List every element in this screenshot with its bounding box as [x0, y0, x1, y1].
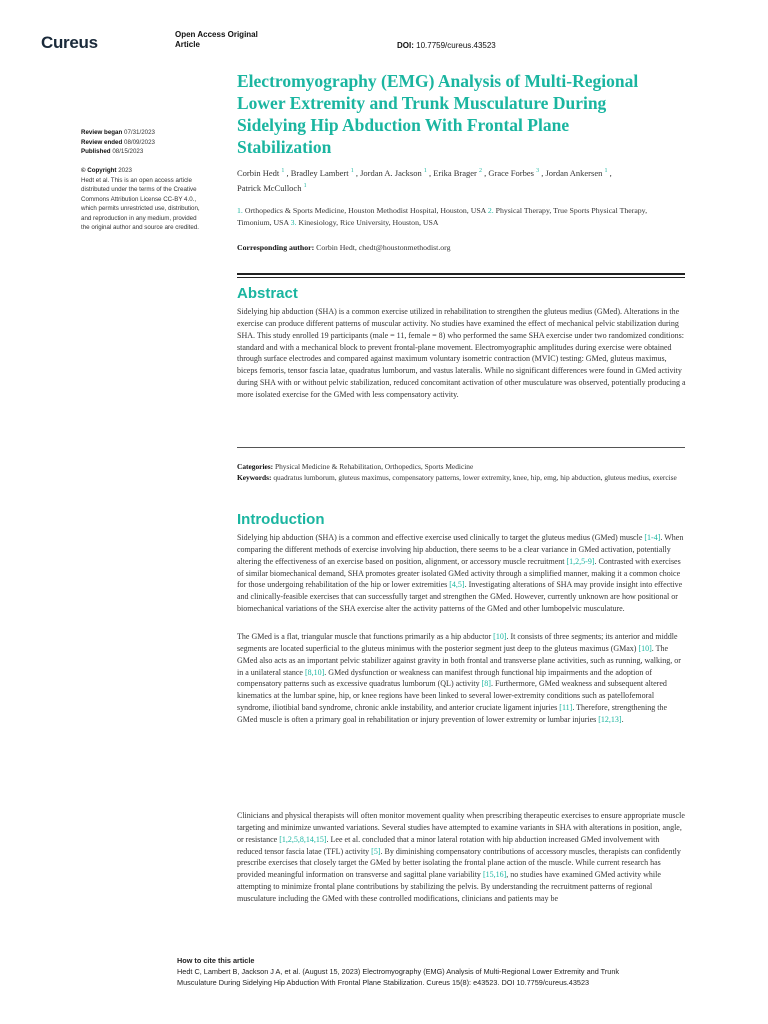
copyright-label: © Copyright	[81, 167, 117, 174]
affiliation-number: 3.	[290, 218, 297, 227]
license-line: and reproduction in any medium, provided	[81, 214, 197, 222]
author-affiliation-number: 1	[350, 168, 354, 174]
affiliation-text: Orthopedics & Sports Medicine, Houston Methodist Hospital, Houston, USA	[244, 206, 486, 215]
introduction-heading: Introduction	[237, 511, 325, 528]
review-ended-date: 08/09/2023	[124, 138, 155, 146]
divider	[237, 273, 685, 275]
divider	[237, 447, 685, 448]
author-affiliation-number: 1	[423, 168, 427, 174]
article-type-line2: Article	[175, 40, 200, 49]
license-line: distributed under the terms of the Creative	[81, 186, 197, 193]
doi-value[interactable]: 10.7759/cureus.43523	[416, 41, 496, 50]
how-to-cite-label: How to cite this article	[177, 956, 255, 965]
citation-link[interactable]: [5]	[371, 846, 381, 856]
categories-label: Categories:	[237, 462, 274, 471]
author-name[interactable]: Grace Forbes	[488, 167, 534, 178]
corresponding-author	[237, 243, 451, 252]
keywords-label: Keywords:	[237, 473, 272, 482]
categories-text: Physical Medicine & Rehabilitation, Orthopedics, Sports Medicine	[274, 462, 474, 471]
author-affiliation-number: 1	[303, 182, 307, 189]
license-line: the original author and source are credited.	[81, 224, 199, 231]
citation-link[interactable]: [12,13]	[598, 714, 622, 724]
citation-line: Hedt C, Lambert B, Jackson J A, et al. (August 15, 2023) Electromyography (EMG) Analysis of Multi-Regional Lower Extremity and Trunk	[177, 967, 620, 976]
author-affiliation-number: 2	[479, 168, 483, 174]
citation-link[interactable]: [10]	[638, 643, 652, 653]
author-affiliation-number: 1	[281, 168, 285, 174]
introduction-paragraph: The GMed is a flat, triangular muscle that functions primarily as a hip abductor [10]. It consists of three segments; its anterior and middle segments are located superficial to the gluteus minimus with the posterior segment just deep to the gluteus maximus (GMax) [10]. The GMed also acts as an important pelvic stabilizer against gravity in both frontal and transverse plane activities, such as running, walking, or in a unilateral stance [8,10]. GMed dysfunction or weakness can manifest through functional hip impairments and the adoption of compensatory patterns such as excessive quadratus lumborum (QL) activity [8]. Furthermore, GMed weakness and subsequent altered kinematics at the lumbar spine, hip, or knee regions have been linked to several lower-extremity conditions such as patellofemoral syndrome, iliotibial band syndrome, chronic ankle instability, and anterior cruciate ligament injuries [11]. Therefore, strengthening the GMed muscle is often a primary goal in rehabilitation or injury prevention of lower extremity or lumbar injuries [12,13].	[237, 632, 681, 724]
affiliation-text: Kinesiology, Rice University, Houston, USA	[298, 218, 439, 227]
citation-link[interactable]: [8,10]	[304, 667, 325, 677]
doi	[397, 41, 496, 50]
review-began-label: Review began	[81, 129, 123, 136]
abstract-text: Sidelying hip abduction (SHA) is a common exercise utilized in rehabilitation to strengthen the gluteus medius (GMed). Alterations in the exercise can produce different patterns of muscular activity. No studies have examined the effect of mechanical pelvic stabilization during SHA. This study enrolled 19 participants (male = 11, female = 8) who performed the same SHA exercise under two randomized conditions: standard and with a mechanical block to prevent frontal-plane movement. Electromyographic amplitudes during exercise were obtained through surface electrodes and compared against maximum voluntary isometric contraction (MVIC) testing: GMed, gluteus maximus, biceps femoris, tensor fascia latae, quadratus lumborum, and vastus lateralis. While no significant differences were found in GMed activity during SHA with or without pelvic stabilization, reduced concomitant activation of other musculature was observed, potentially producing a more isolated exercise for the GMed with less compensatory activity.	[237, 307, 686, 399]
author-affiliation-number: 3	[536, 168, 540, 174]
categories-keywords	[237, 461, 685, 483]
license-line: Hedt et al. This is an open access article	[81, 176, 192, 184]
license-line: Commons Attribution License CC-BY 4.0.,	[81, 195, 197, 203]
citation-link[interactable]: [4,5]	[449, 580, 465, 590]
review-ended-label: Review ended	[81, 138, 123, 146]
affiliations	[237, 205, 677, 229]
abstract-heading: Abstract	[237, 285, 298, 302]
affiliation-number: 2.	[487, 206, 494, 215]
author-name[interactable]: Patrick McCulloch	[237, 182, 302, 193]
citation-link[interactable]: [11]	[559, 703, 573, 713]
copyright-block	[81, 166, 200, 233]
published-date: 08/15/2023	[112, 148, 144, 155]
introduction-paragraph: Sidelying hip abduction (SHA) is a common and effective exercise used clinically to target the gluteus medius (GMed) muscle [1-4]. When comparing the different methods of exercise involving hip abduction, there seems to be a clear variance in GMed activation, potentially altering the effectiveness of an exercise based on position, alignment, or accessory muscle recruitment [1,2,5-9]. Contrasted with exercises of similar biomechanical demand, SHA promotes greater isolated GMed activity through a simplified manner, making it a common choice for those undergoing rehabilitation of the hip or lower extremities [4,5]. Investigating alterations of SHA may provide insight into effective and clinically-feasible exercises that can successfully target and strengthen the GMed. However, currently unknown are how positional or biomechanical variations of the SHA exercise alter the activity patterns of the GMed and other lumbopelvic musculature.	[237, 533, 684, 614]
corresponding-author-label: Corresponding author:	[237, 243, 315, 252]
affiliation-number: 1.	[237, 206, 243, 215]
author-name[interactable]: Jordan Ankersen	[545, 167, 603, 178]
affiliation-text: Physical Therapy, True Sports Physical Therapy, Timonium, USA	[237, 206, 648, 227]
citation-link[interactable]: [1-4]	[644, 533, 661, 542]
article-title: Electromyography (EMG) Analysis of Multi-Regional Lower Extremity and Trunk Musculature During Sidelying Hip Abduction With Frontal Plane Stabilization	[237, 71, 639, 157]
citation-link[interactable]: [10]	[493, 632, 507, 641]
author-name[interactable]: Bradley Lambert	[290, 167, 349, 178]
author-name[interactable]: Jordan A. Jackson	[360, 167, 422, 178]
article-type-line1: Open Access Original	[175, 30, 258, 39]
citation-link[interactable]: [1,2,5-9]	[566, 556, 595, 566]
author-name[interactable]: Erika Brager	[433, 167, 477, 178]
license-line: which permits unrestricted use, distribution,	[81, 205, 200, 212]
citation-line: Musculature During Sidelying Hip Abduction With Frontal Plane Stabilization. Cureus 15(8): e43523. DOI 10.7759/cureus.43523	[177, 978, 590, 987]
divider	[237, 277, 685, 278]
how-to-cite	[177, 955, 717, 988]
author-list: Corbin Hedt $^1$ , Bradley Lambert $^1$ , Jordan A. Jackson $^1$ , Erika Brager $^2$ , Grace Forbes $^3$ , Jordan Ankersen $^1$ , Patrick McCulloch $^1$	[237, 167, 612, 193]
citation-link[interactable]: [15,16]	[482, 870, 507, 880]
citation-link[interactable]: [8]	[481, 679, 491, 689]
review-began-date: 07/31/2023	[124, 129, 155, 136]
author-name[interactable]: Corbin Hedt	[237, 167, 280, 178]
doi-label: DOI:	[397, 41, 414, 50]
keywords-text: quadratus lumborum, gluteus maximus, compensatory patterns, lower extremity, knee, hip, emg, hip abduction, gluteus medius, exercise	[273, 473, 677, 482]
corresponding-author-text[interactable]: Corbin Hedt, chedt@houstonmethodist.org	[316, 243, 451, 252]
citation-link[interactable]: [1,2,5,8,14,15]	[279, 834, 327, 844]
author-affiliation-number: 1	[604, 168, 608, 174]
introduction-paragraph: Clinicians and physical therapists will often monitor movement quality when prescribing therapeutic exercises to ensure appropriate muscle targeting and minimize unwanted variations. Several studies have attempted to examine variants in SHA with alterations in position, angle, or resistance [1,2,5,8,14,15]. Lee et al. concluded that a minor lateral rotation with hip abduction increased GMed involvement with reduced tensor fascia latae (TFL) activity [5]. By diminishing compensatory contributions of accessory muscles, therapists can confidently prescribe exercises that closely target the GMed by better isolating the frontal plane action of the muscle. While current research has provided meaningful information on transverse and sagittal plane variability [15,16], no studies have examined GMed activity while attempting to minimize frontal plane contributions by stabilizing the pelvis. By understanding the recruitment patterns of regional musculature including the GMed with these controlled modifications, clinicians and patients may be	[237, 811, 685, 903]
published-label: Published	[81, 148, 111, 155]
review-dates	[81, 128, 155, 157]
copyright-year: 2023	[118, 167, 132, 174]
journal-logo[interactable]: Cureus	[41, 33, 98, 52]
article-type	[175, 30, 258, 50]
